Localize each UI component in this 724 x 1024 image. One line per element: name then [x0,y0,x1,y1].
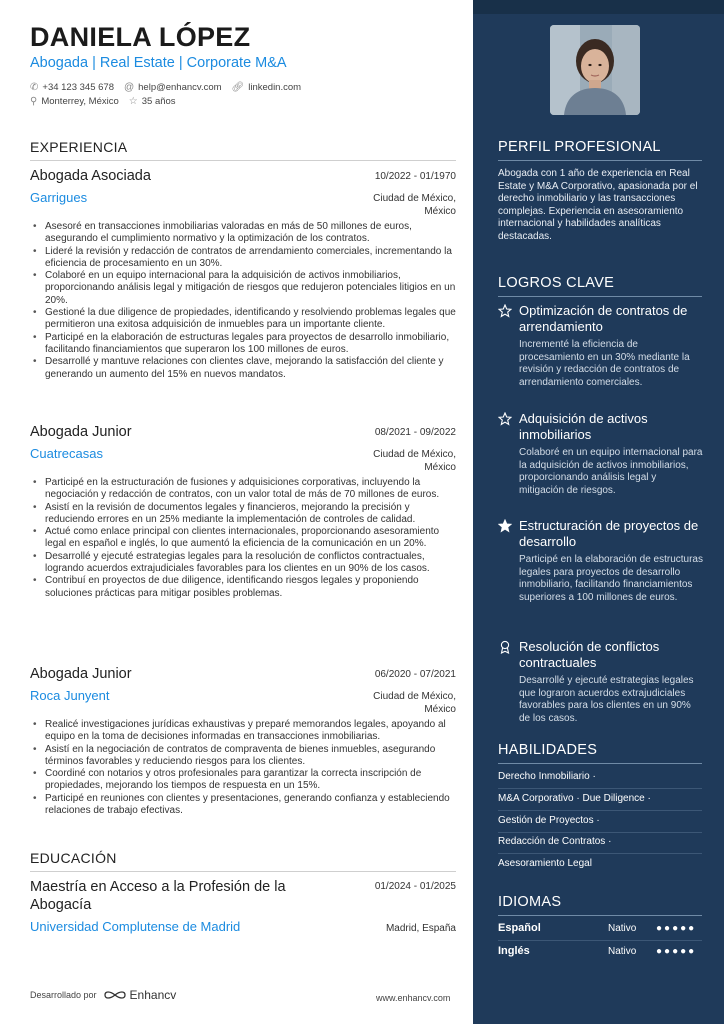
language-name: Español [498,922,541,934]
company-name: Garrigues [30,190,88,205]
star-outline-icon [498,304,512,318]
school-name: Universidad Complutense de Madrid [30,919,241,934]
achievement-title: Estructuración de proyectos de desarrollo [519,518,699,549]
bullet-item: • Desarrollé y mantuve relaciones con clientes clave, mejorando la satisfacción del cliente y generando un aumento del 15% en nuevos mandatos. [30,356,456,381]
language-row [498,945,702,963]
achievement-item [498,518,703,604]
bullet-item: • Desarrollé y ejecuté estrategias legales para la resolución de conflictos contractuales, logrando acuerdos extrajudiciales favorables para los clientes en un 90% de los casos. [30,551,456,576]
award-icon [498,640,512,654]
skill-item: Asesoramiento Legal [498,858,592,869]
contact-row-1 [30,82,311,93]
footer-credit [30,988,176,1002]
bullet-item: • Asistí en la revisión de documentos legales y financieros, mejorando la precisión y reduciendo errores en un 25% mediante la implementación de controles de calidad. [30,502,456,527]
footer-made-by: Desarrollado por [30,990,97,1000]
bullet-item: • Lideré la revisión y redacción de contratos de arrendamiento comerciales, incrementando la eficiencia de procesamiento en un 30%. [30,246,456,271]
skill-item: Due Diligence · [582,793,651,804]
achievement-title: Adquisición de activos inmobiliarios [519,411,648,442]
location-text: Monterrey, México [41,96,119,107]
bullet-item: • Participé en la estructuración de fusiones y adquisiciones corporativas, incluyendo la negociación y redacción de contratos, con un valor total de más de 70 millones de euros. [30,477,456,502]
bullet-item: • Asesoré en transacciones inmobiliarias valoradas en más de 50 millones de euros, asegurando el cumplimiento normativo y la optimización de los contratos. [30,221,456,246]
job-location [373,448,456,474]
job-bullets [30,221,456,381]
languages-heading: IDIOMAS [498,894,702,916]
bullet-item: • Gestioné la due diligence de propiedades, identificando y resolviendo problemas legales que permitieron una exitosa adquisición de inmuebles para un importante cliente. [30,307,456,332]
profile-summary: Abogada con 1 año de experiencia en Real Estate y M&A Corporativo, apasionada por el derecho inmobiliario y las transacciones complejas. Experiencia en asesoramiento internacional y habilidades analíticas destacadas. [498,168,698,242]
language-row [498,922,702,941]
contact-row-2 [30,96,186,107]
email-item[interactable] [124,82,222,93]
enhancv-logo-icon [103,989,127,1001]
job-bullets [30,477,456,600]
language-level: Nativo [608,922,637,934]
phone-item [30,82,114,93]
job-location [373,192,456,218]
bullet-item: • Asistí en la negociación de contratos de compraventa de bienes inmuebles, asegurando términos favorables y reduciendo riesgos para los clientes. [30,744,456,769]
degree-title: Maestría en Acceso a la Profesión de la Abogacía [30,879,286,913]
skill-item: M&A Corporativo · [498,793,580,804]
job-dates: 08/2021 - 09/2022 [374,427,456,438]
bullet-item: • Participé en reuniones con clientes y presentaciones, generando confianza y estableciendo relaciones de trabajo efectivas. [30,793,456,818]
job-entry [30,666,456,817]
achievement-desc: Incrementé la eficiencia de procesamiento en un 30% mediante la revisión y redacción de contratos de arrendamiento comerciales. [519,339,690,388]
star-icon: ☆ [128,96,138,107]
language-name: Inglés [498,945,530,957]
job-location-country: México [424,704,456,715]
job-location-country: México [424,462,456,473]
job-location-city: Ciudad de México, [373,449,456,460]
bullet-item: • Coordiné con notarios y otros profesionales para garantizar la correcta inscripción de propiedades, mejorando los tiempos de respuesta en un 15%. [30,768,456,793]
achievement-item [498,639,703,725]
linkedin-text: linkedin.com [248,82,302,93]
job-location-city: Ciudad de México, [373,193,456,204]
footer-brand-name: Enhancv [129,988,177,1002]
sidebar [473,0,724,1024]
job-bullets [30,719,456,817]
company-name: Cuatrecasas [30,446,103,461]
headline: Abogada | Real Estate | Corporate M&A [30,55,287,71]
bullet-item: • Colaboré en un equipo internacional para la adquisición de activos inmobiliarios, proporcionando análisis legal y mitigación de riesgos que redujeron potenciales litigios en un 20%. [30,270,456,307]
link-icon: 🔗︎ [231,82,245,93]
experience-heading: EXPERIENCIA [30,139,456,161]
company-name: Roca Junyent [30,688,110,703]
skill-item: Gestión de Proyectos · [498,815,702,833]
footer-site[interactable]: www.enhancv.com [376,993,451,1003]
achievement-desc: Desarrollé y ejecuté estrategias legales que lograron acuerdos extrajudiciales favorables para los clientes en un 90% de los casos. [519,675,694,724]
job-location-city: Ciudad de México, [373,691,456,702]
phone-text: +34 123 345 678 [42,82,114,93]
achievements-heading: LOGROS CLAVE [498,275,702,297]
language-rating-dots: ●●●●● [656,922,697,934]
enhancv-logo[interactable] [103,988,177,1002]
skill-row [498,793,702,811]
achievement-desc: Participé en la elaboración de estructuras legales para proyectos de desarrollo inmobiliario, facilitando financiamientos superiores a 100 millones de euros. [519,554,703,603]
location-item [30,96,119,107]
skill-item: Derecho Inmobiliario · [498,771,702,789]
star-outline-icon [498,412,512,426]
achievement-title: Resolución de conflictos contractuales [519,639,660,670]
skill-item: Redacción de Contratos · [498,836,702,854]
candidate-name: DANIELA LÓPEZ [30,22,251,52]
education-entry [30,878,456,934]
education-heading: EDUCACIÓN [30,850,456,872]
linkedin-item[interactable] [232,82,302,93]
job-dates: 06/2020 - 07/2021 [374,669,456,680]
job-title: Abogada Junior [30,424,132,440]
achievement-title: Optimización de contratos de arrendamiento [519,303,688,334]
job-location [373,690,456,716]
bullet-item: • Participé en la elaboración de estructuras legales para proyectos de desarrollo inmobiliario, facilitando financiamientos que superaron los 100 millones de euros. [30,332,456,357]
age-text: 35 años [141,96,176,107]
skills-heading: HABILIDADES [498,742,702,764]
bullet-item: • Contribuí en proyectos de due diligence, identificando riesgos legales y proponiendo soluciones prácticas para mitigar posibles problemas. [30,575,456,600]
job-dates: 10/2022 - 01/1970 [374,171,456,182]
portrait-image [550,25,640,115]
phone-icon: ✆ [30,82,39,93]
bullet-item: • Actué como enlace principal con clientes internacionales, proporcionando asesoramiento legal en español e inglés, lo que aumentó la eficiencia de la comunicación en un 20%. [30,526,456,551]
age-item [129,96,176,107]
bullet-item: • Realicé investigaciones jurídicas exhaustivas y preparé memorandos legales, apoyando al equipo en la toma de decisiones informadas en transacciones inmobiliarias. [30,719,456,744]
achievement-item [498,411,703,497]
location-pin-icon: ⚲ [30,96,38,107]
job-entry [30,424,456,600]
job-location-country: México [424,206,456,217]
sidebar-top-strip [473,0,724,14]
achievement-desc: Colaboré en un equipo internacional para la adquisición de activos inmobiliarios, proporcionando análisis legal y mitigación de riesgos. [519,447,703,496]
job-entry [30,168,456,381]
education-location: Madrid, España [385,923,456,934]
achievement-item [498,303,703,389]
profile-photo [550,25,640,115]
star-filled-icon [498,519,512,533]
email-text: help@enhancv.com [138,82,222,93]
job-title: Abogada Junior [30,666,132,682]
profile-heading: PERFIL PROFESIONAL [498,139,702,161]
education-dates: 01/2024 - 01/2025 [374,881,456,892]
at-icon: @ [123,82,135,93]
language-rating-dots: ●●●●● [656,945,697,957]
job-title: Abogada Asociada [30,168,151,184]
language-level: Nativo [608,945,637,957]
